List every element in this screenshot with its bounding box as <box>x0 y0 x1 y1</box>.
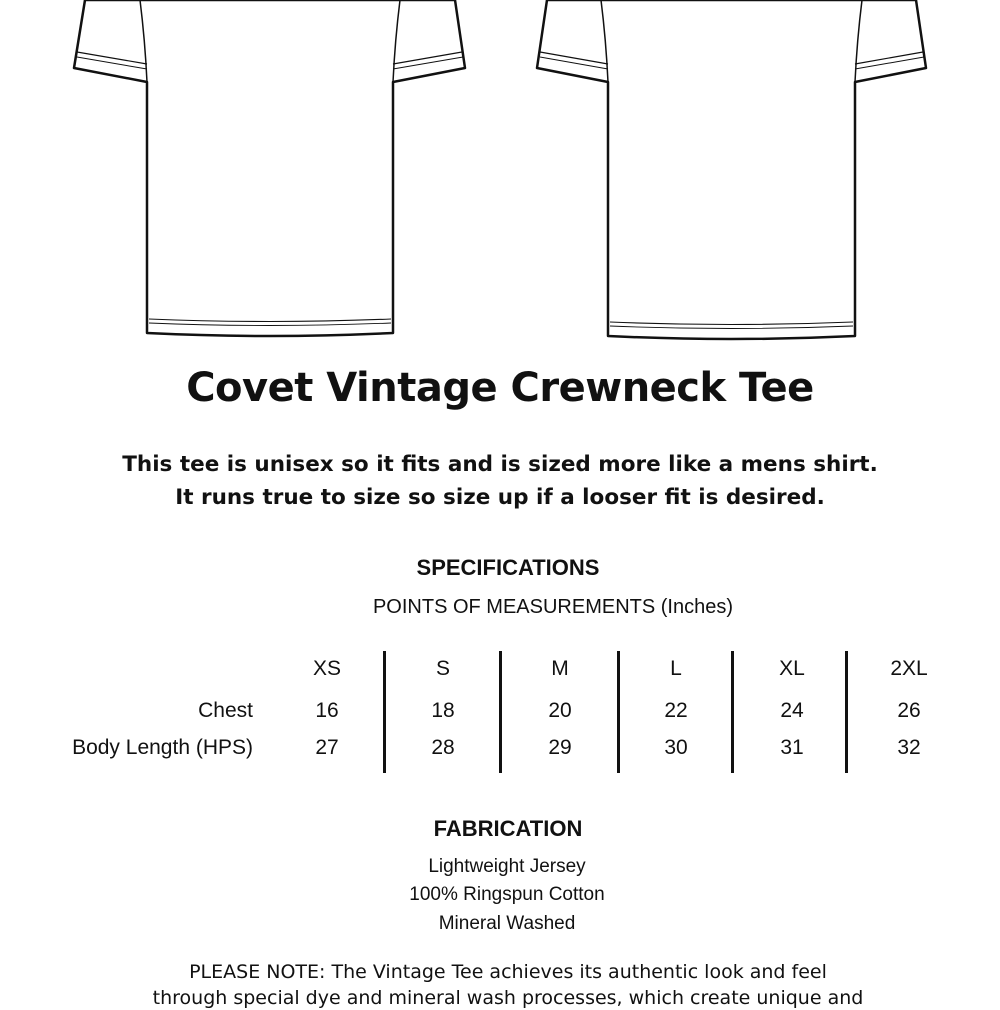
fabrication-item: Mineral Washed <box>438 913 576 934</box>
tshirt-front-drawing <box>74 0 465 336</box>
body-length-xs: 27 <box>315 736 339 759</box>
size-header-xl: XL <box>779 657 805 680</box>
size-header-xs: XS <box>312 657 341 680</box>
product-title: Covet Vintage Crewneck Tee <box>186 365 814 411</box>
chest-m: 20 <box>548 699 572 722</box>
tshirt-diagrams <box>0 0 1000 345</box>
please-note-line-2: through special dye and mineral wash processes, which create unique and <box>152 987 864 1009</box>
column-divider <box>499 651 502 773</box>
column-divider <box>845 651 848 773</box>
column-divider <box>731 651 734 773</box>
body-length-m: 29 <box>548 736 572 759</box>
chest-xl: 24 <box>780 699 804 722</box>
column-divider <box>617 651 620 773</box>
size-header-l: L <box>670 657 682 680</box>
body-length-s: 28 <box>431 736 455 759</box>
please-note-line-1: PLEASE NOTE: The Vintage Tee achieves its authentic look and feel <box>189 961 827 983</box>
description-line-1: This tee is unisex so it fits and is sized more like a mens shirt. <box>122 452 878 477</box>
fabrication-item: Lightweight Jersey <box>428 856 586 877</box>
specifications-heading: SPECIFICATIONS <box>416 555 600 580</box>
chest-l: 22 <box>664 699 688 722</box>
chest-s: 18 <box>431 699 455 722</box>
size-header-m: M <box>551 657 569 680</box>
fabrication-heading: FABRICATION <box>433 816 583 841</box>
row-label-body-length: Body Length (HPS) <box>72 736 253 759</box>
size-header-2xl: 2XL <box>890 657 928 680</box>
description-line-2: It runs true to size so size up if a looser fit is desired. <box>175 485 825 510</box>
row-label-chest: Chest <box>198 699 253 722</box>
column-divider <box>383 651 386 773</box>
size-header-s: S <box>435 657 450 680</box>
chest-xs: 16 <box>315 699 339 722</box>
tshirt-back-drawing <box>537 0 926 339</box>
body-length-2xl: 32 <box>897 736 921 759</box>
fabrication-item: 100% Ringspun Cotton <box>409 884 605 905</box>
specifications-subheading: POINTS OF MEASUREMENTS (Inches) <box>372 596 734 618</box>
body-length-xl: 31 <box>780 736 804 759</box>
body-length-l: 30 <box>664 736 688 759</box>
chest-2xl: 26 <box>897 699 921 722</box>
